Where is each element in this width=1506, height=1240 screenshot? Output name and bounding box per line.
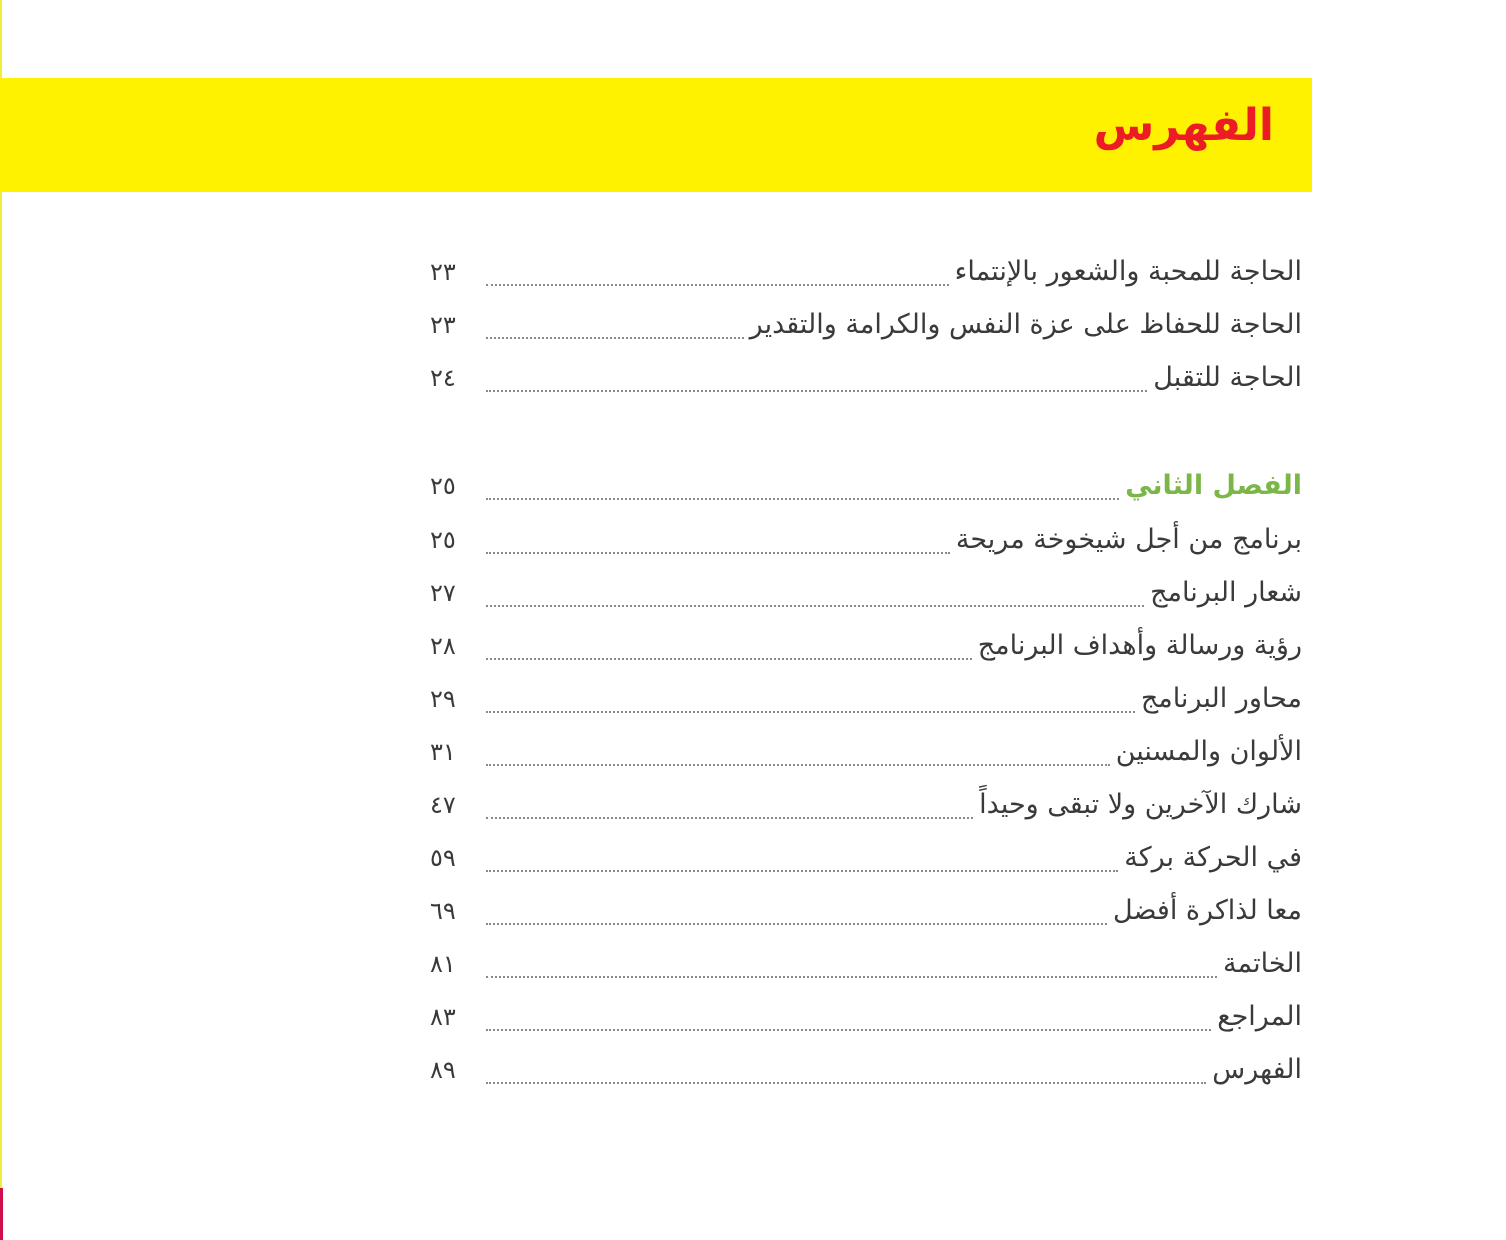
toc-entry-page: ٢٣: [430, 311, 456, 339]
toc-entry-page: ٦٩: [430, 897, 456, 925]
toc-entry: [430, 997, 1302, 1037]
toc-entry-page: ٢٥: [430, 526, 456, 554]
toc-entry: [430, 358, 1302, 398]
toc-entry-title: معا لذاكرة أفضل: [1113, 895, 1302, 926]
toc-entry: [430, 305, 1302, 345]
toc-entry: [430, 573, 1302, 613]
toc-dot-leader: [486, 711, 1135, 713]
toc-entry-title: الحاجة للتقبل: [1153, 362, 1302, 393]
toc-dot-leader: [486, 552, 950, 554]
toc-entry-page: ٥٩: [430, 844, 456, 872]
toc-entry-title: الألوان والمسنين: [1115, 736, 1302, 767]
toc-dot-leader: [486, 390, 1147, 392]
toc-dot-leader: [486, 1082, 1206, 1084]
toc-entry: [430, 1050, 1302, 1090]
toc-entry: [430, 891, 1302, 931]
toc-entry: [430, 785, 1302, 825]
toc-entry: [430, 944, 1302, 984]
toc-dot-leader: [486, 976, 1217, 978]
toc-entry-page: ٢٩: [430, 685, 456, 713]
toc-entry-page: ٢٨: [430, 632, 456, 660]
header-band: [0, 78, 1312, 192]
toc-dot-leader: [486, 870, 1118, 872]
toc-dot-leader: [486, 1029, 1211, 1031]
toc-dot-leader: [486, 498, 1119, 500]
toc-entry-title: في الحركة بركة: [1124, 842, 1302, 873]
toc-entry-title: الحاجة للمحبة والشعور بالإنتماء: [954, 256, 1302, 287]
toc-entry-title: محاور البرنامج: [1140, 683, 1302, 714]
toc-entry-title: رؤية ورسالة وأهداف البرنامج: [977, 630, 1302, 661]
toc-entry-title: شعار البرنامج: [1150, 577, 1302, 608]
toc-entry-title: شارك الآخرين ولا تبقى وحيداً: [979, 789, 1302, 820]
toc-dot-leader: [486, 284, 949, 286]
toc-entry-page: ٤٧: [430, 791, 456, 819]
toc-entry-page: ٣١: [430, 738, 456, 766]
toc-dot-leader: [486, 817, 973, 819]
toc-entry-title: المراجع: [1217, 1001, 1302, 1032]
toc-entry: [430, 732, 1302, 772]
toc-entry: [430, 626, 1302, 666]
toc-dot-leader: [486, 605, 1144, 607]
page-title: الفهرس: [1093, 100, 1274, 151]
toc-entry-title: برنامج من أجل شيخوخة مريحة: [955, 524, 1302, 555]
toc-entry-page: ٢٤: [430, 364, 456, 392]
toc-entry-page: ٨٩: [430, 1056, 456, 1084]
toc-entry: [430, 520, 1302, 560]
toc-entry-page: ٨٣: [430, 1003, 456, 1031]
toc-entry-title: الفهرس: [1212, 1054, 1302, 1085]
toc-dot-leader: [486, 923, 1107, 925]
toc-entry-title: الحاجة للحفاظ على عزة النفس والكرامة والتقدير: [749, 309, 1302, 340]
toc-entry: [430, 679, 1302, 719]
toc-dot-leader: [486, 337, 744, 339]
toc-chapter-heading: [430, 466, 1302, 506]
toc-entry-page: ٢٧: [430, 579, 456, 607]
toc-entry-page: ٨١: [430, 950, 456, 978]
toc-entry-page: ٢٣: [430, 258, 456, 286]
toc-entry-page: ٢٥: [430, 472, 456, 500]
toc-entry: [430, 252, 1302, 292]
page-edge-mark: [0, 1188, 3, 1240]
toc-chapter-title: الفصل الثاني: [1125, 470, 1302, 501]
toc-entry: [430, 838, 1302, 878]
toc-entry-title: الخاتمة: [1223, 948, 1302, 979]
toc-dot-leader: [486, 658, 972, 660]
toc-dot-leader: [486, 764, 1110, 766]
